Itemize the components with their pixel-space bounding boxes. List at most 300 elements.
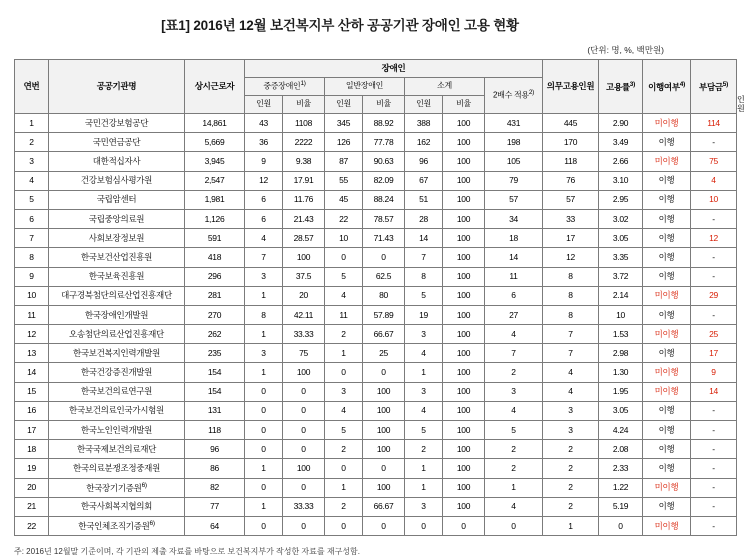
cell-general-ratio-text: 80	[379, 290, 388, 301]
cell-subtotal-count-text: 3	[421, 386, 426, 397]
cell-emp-rate	[599, 344, 643, 363]
cell-double-count-text: 0	[511, 520, 516, 531]
cell-severe-count-text: 43	[259, 117, 268, 128]
cell-org-text: 한국사회복지협의회	[80, 501, 153, 512]
cell-emp-rate-text: 3.02	[612, 213, 629, 224]
cell-emp-rate	[599, 305, 643, 324]
cell-workers	[185, 459, 245, 478]
cell-general-count-text: 2	[341, 443, 346, 454]
cell-subtotal-count	[405, 478, 443, 497]
cell-levy-text: -	[712, 501, 715, 512]
cell-fulfill	[643, 382, 691, 401]
cell-fulfill-text: 미이행	[654, 520, 679, 531]
cell-no	[15, 325, 49, 344]
cell-workers	[185, 229, 245, 248]
cell-subtotal-count-text: 1	[421, 463, 426, 473]
cell-subtotal-count	[405, 382, 443, 401]
cell-emp-rate-text: 3.05	[612, 405, 629, 416]
cell-duty-emp	[543, 209, 599, 228]
cell-general-ratio-text: 66.67	[373, 501, 394, 512]
cell-general-ratio	[363, 114, 405, 133]
cell-general-ratio-text: 100	[376, 386, 391, 397]
cell-double-count-text: 198	[506, 136, 521, 147]
cell-severe-count	[245, 401, 283, 420]
cell-duty-emp-text: 57	[566, 194, 575, 205]
cell-org-text: 국립중앙의료원	[88, 213, 145, 224]
cell-subtotal-count-text: 7	[421, 251, 426, 262]
cell-levy-text: 10	[709, 194, 718, 205]
cell-no-text: 18	[27, 443, 36, 454]
cell-general-count-text: 22	[339, 213, 348, 224]
cell-severe-ratio	[283, 267, 325, 286]
cell-severe-ratio	[283, 497, 325, 516]
cell-levy-text: 114	[707, 117, 720, 128]
cell-subtotal-ratio-text: 100	[456, 213, 471, 224]
cell-fulfill	[643, 286, 691, 305]
cell-emp-rate-text: 0	[618, 520, 623, 531]
cell-duty-emp	[543, 114, 599, 133]
cell-general-count-text: 0	[341, 520, 346, 531]
cell-org-text: 한국건강증진개발원	[80, 367, 153, 378]
cell-general-ratio	[363, 497, 405, 516]
cell-general-ratio	[363, 478, 405, 497]
cell-severe-ratio	[283, 325, 325, 344]
cell-duty-emp-text: 2	[568, 463, 573, 473]
cell-subtotal-ratio-text: 100	[456, 175, 471, 186]
cell-subtotal-ratio-text: 100	[456, 386, 471, 397]
cell-no	[15, 209, 49, 228]
cell-no	[15, 248, 49, 267]
cell-fulfill	[643, 114, 691, 133]
header-general-ratio: 비율	[363, 96, 405, 114]
cell-subtotal-ratio	[443, 190, 485, 209]
cell-levy-text: 14	[709, 386, 718, 397]
cell-severe-count-text: 0	[261, 424, 266, 435]
cell-org	[49, 171, 185, 190]
cell-severe-ratio-text: 100	[296, 367, 311, 378]
cell-levy	[691, 363, 737, 382]
cell-general-ratio-text: 90.63	[373, 156, 394, 166]
cell-workers	[185, 286, 245, 305]
cell-double-count-text: 57	[509, 194, 518, 205]
cell-severe-count	[245, 133, 283, 152]
cell-subtotal-ratio	[443, 401, 485, 420]
header-severe: 중증장애인$^{1)}$	[245, 78, 325, 96]
cell-fulfill-text: 이행	[658, 213, 675, 224]
cell-org	[49, 516, 185, 535]
cell-severe-count-text: 8	[261, 309, 266, 320]
cell-levy	[691, 325, 737, 344]
cell-general-count-text: 0	[341, 367, 346, 378]
cell-no	[15, 497, 49, 516]
cell-org-text: 사회보장정보원	[88, 232, 145, 243]
cell-subtotal-count	[405, 209, 443, 228]
cell-general-count-text: 1	[341, 482, 346, 493]
cell-general-count	[325, 114, 363, 133]
cell-levy	[691, 305, 737, 324]
cell-no	[15, 190, 49, 209]
cell-double-count	[485, 382, 543, 401]
cell-workers-text: 64	[210, 520, 219, 531]
cell-severe-ratio	[283, 171, 325, 190]
cell-org-text: 건강보험심사평가원	[80, 175, 153, 186]
cell-double-count	[485, 133, 543, 152]
cell-severe-count-text: 1	[261, 328, 266, 339]
cell-general-ratio-text: 0	[381, 520, 386, 531]
cell-subtotal-ratio	[443, 152, 485, 171]
cell-workers-text: 235	[207, 347, 222, 358]
cell-subtotal-ratio-text: 100	[456, 424, 471, 435]
cell-severe-count-text: 1	[261, 463, 266, 473]
cell-workers-text: 5,669	[204, 136, 225, 147]
cell-workers-text: 262	[207, 328, 222, 339]
cell-fulfill-text: 이행	[658, 405, 675, 416]
cell-severe-ratio-text: 9.38	[295, 156, 312, 166]
cell-levy	[691, 401, 737, 420]
cell-no-text: 9	[29, 271, 34, 282]
header-general-count: 인원	[325, 96, 363, 114]
cell-no	[15, 440, 49, 459]
cell-general-count	[325, 229, 363, 248]
cell-double-count	[485, 152, 543, 171]
cell-emp-rate	[599, 325, 643, 344]
cell-double-count-text: 5	[511, 424, 516, 435]
table-row	[15, 190, 737, 209]
table-row	[15, 459, 737, 478]
cell-general-count	[325, 344, 363, 363]
cell-levy	[691, 421, 737, 440]
cell-severe-ratio	[283, 133, 325, 152]
cell-no-text: 4	[29, 175, 34, 186]
cell-duty-emp-text: 170	[563, 136, 578, 147]
cell-severe-count-text: 1	[261, 501, 266, 512]
cell-subtotal-count-text: 5	[421, 424, 426, 435]
cell-double-count-text: 105	[506, 156, 521, 166]
cell-general-ratio-text: 57.89	[373, 309, 394, 320]
cell-no	[15, 229, 49, 248]
cell-fulfill-text: 미이행	[654, 117, 679, 128]
cell-severe-ratio	[283, 363, 325, 382]
cell-severe-count	[245, 516, 283, 535]
cell-emp-rate	[599, 382, 643, 401]
cell-levy	[691, 114, 737, 133]
cell-subtotal-count-text: 2	[421, 443, 426, 454]
cell-org	[49, 229, 185, 248]
cell-org	[49, 267, 185, 286]
cell-general-ratio	[363, 516, 405, 535]
cell-severe-count-text: 3	[261, 347, 266, 358]
cell-no	[15, 344, 49, 363]
cell-severe-count	[245, 305, 283, 324]
header-subtotal: 소계	[405, 78, 485, 96]
cell-general-count-text: 4	[341, 290, 346, 301]
cell-org-text: 한국보건산업진흥원	[80, 251, 153, 262]
cell-fulfill	[643, 401, 691, 420]
cell-subtotal-count-text: 3	[421, 501, 426, 512]
cell-no	[15, 401, 49, 420]
cell-subtotal-ratio-text: 100	[456, 405, 471, 416]
cell-levy-text: -	[712, 271, 715, 282]
cell-duty-emp	[543, 190, 599, 209]
cell-subtotal-count-text: 3	[421, 328, 426, 339]
cell-fulfill	[643, 325, 691, 344]
cell-subtotal-ratio	[443, 497, 485, 516]
cell-duty-emp-text: 2	[568, 482, 573, 493]
header-org: 공공기관명	[49, 60, 185, 114]
cell-subtotal-count-text: 4	[421, 347, 426, 358]
cell-workers	[185, 171, 245, 190]
cell-double-count	[485, 267, 543, 286]
cell-fulfill	[643, 516, 691, 535]
table-row	[15, 171, 737, 190]
cell-severe-ratio	[283, 344, 325, 363]
cell-org-sup: 6)	[149, 520, 155, 528]
cell-org-text: 오송첨단의료산업진흥재단	[69, 328, 164, 339]
cell-org-text: 국민연금공단	[92, 136, 141, 147]
cell-workers	[185, 325, 245, 344]
cell-no-text: 3	[29, 156, 34, 166]
cell-org-text: 대구경북첨단의료산업진흥재단	[61, 290, 172, 301]
cell-subtotal-count	[405, 229, 443, 248]
cell-workers-text: 118	[208, 424, 221, 435]
cell-org	[49, 459, 185, 478]
cell-severe-ratio	[283, 114, 325, 133]
cell-org-text: 한국보건의료인국가시험원	[69, 405, 164, 416]
cell-general-count-text: 5	[341, 271, 346, 282]
cell-levy	[691, 209, 737, 228]
cell-subtotal-count-text: 1	[421, 482, 426, 493]
cell-general-ratio-text: 62.5	[375, 271, 392, 282]
cell-workers	[185, 209, 245, 228]
cell-workers-text: 82	[210, 482, 219, 493]
cell-duty-emp	[543, 171, 599, 190]
cell-severe-ratio	[283, 421, 325, 440]
footnote: 주: 2016년 12월말 기준이며, 각 기관의 제출 자료를 바탕으로 보건복지부가 작성한 자료를 재구성함.	[14, 547, 360, 556]
cell-severe-count	[245, 229, 283, 248]
cell-subtotal-count	[405, 114, 443, 133]
cell-double-count	[485, 478, 543, 497]
cell-subtotal-ratio-text: 100	[456, 328, 471, 339]
cell-double-count	[485, 344, 543, 363]
cell-workers	[185, 114, 245, 133]
cell-general-ratio-text: 100	[376, 424, 391, 435]
cell-duty-emp	[543, 133, 599, 152]
cell-severe-count	[245, 440, 283, 459]
cell-severe-ratio-text: 20	[299, 290, 308, 301]
cell-org-text: 한국인체조직기증원	[78, 520, 150, 531]
cell-no-text: 14	[27, 367, 36, 378]
cell-duty-emp-text: 8	[568, 290, 573, 301]
cell-subtotal-count-text: 51	[419, 194, 428, 205]
cell-duty-emp-text: 7	[568, 347, 573, 358]
cell-levy	[691, 190, 737, 209]
cell-levy	[691, 382, 737, 401]
cell-severe-ratio	[283, 286, 325, 305]
cell-subtotal-ratio-text: 100	[456, 482, 471, 493]
cell-double-count	[485, 305, 543, 324]
header-duty-emp: 의무고용인원	[543, 60, 599, 114]
cell-emp-rate	[599, 171, 643, 190]
cell-subtotal-ratio	[443, 209, 485, 228]
cell-subtotal-ratio-text: 100	[456, 290, 471, 301]
cell-org	[49, 325, 185, 344]
cell-general-count	[325, 152, 363, 171]
cell-fulfill	[643, 440, 691, 459]
cell-general-count	[325, 497, 363, 516]
cell-levy-text: -	[712, 213, 715, 224]
cell-no-text: 15	[27, 386, 36, 397]
cell-emp-rate	[599, 497, 643, 516]
cell-no-text: 7	[29, 232, 34, 243]
cell-levy-text: 12	[709, 232, 718, 243]
cell-emp-rate	[599, 190, 643, 209]
cell-workers-text: 1,126	[204, 213, 225, 224]
employment-table	[14, 59, 744, 536]
cell-double-count-text: 2	[511, 443, 516, 454]
cell-subtotal-count-text: 96	[419, 156, 428, 166]
cell-no-text: 19	[27, 463, 36, 473]
cell-general-count	[325, 440, 363, 459]
cell-workers	[185, 133, 245, 152]
cell-emp-rate-text: 1.95	[612, 386, 629, 397]
table-row	[15, 421, 737, 440]
cell-subtotal-ratio	[443, 421, 485, 440]
cell-org-text: 대한적십자사	[92, 156, 141, 166]
cell-duty-emp	[543, 248, 599, 267]
cell-duty-emp-text: 445	[563, 117, 578, 128]
cell-general-count-text: 45	[339, 194, 348, 205]
cell-levy-text: -	[712, 424, 715, 435]
cell-subtotal-ratio	[443, 267, 485, 286]
cell-emp-rate-text: 1.30	[612, 367, 629, 378]
cell-severe-count	[245, 344, 283, 363]
header-disabled-group: 장애인	[245, 60, 543, 78]
cell-org-text: 한국장기기증원	[86, 482, 142, 493]
cell-fulfill-text: 이행	[658, 251, 675, 262]
cell-no-text: 8	[29, 251, 34, 262]
cell-no	[15, 516, 49, 535]
cell-subtotal-count	[405, 497, 443, 516]
cell-workers	[185, 344, 245, 363]
cell-emp-rate	[599, 114, 643, 133]
cell-general-ratio-text: 25	[379, 347, 388, 358]
cell-severe-count	[245, 114, 283, 133]
cell-general-count	[325, 248, 363, 267]
cell-emp-rate	[599, 267, 643, 286]
cell-general-count-text: 2	[341, 501, 346, 512]
cell-workers-text: 86	[210, 463, 219, 473]
cell-double-count-text: 4	[511, 501, 516, 512]
cell-general-count	[325, 478, 363, 497]
cell-emp-rate	[599, 229, 643, 248]
cell-subtotal-count-text: 388	[416, 117, 431, 128]
cell-levy-text: 17	[709, 347, 718, 358]
cell-duty-emp-text: 2	[568, 501, 573, 512]
cell-emp-rate	[599, 421, 643, 440]
cell-subtotal-ratio-text: 100	[456, 251, 471, 262]
table-row	[15, 382, 737, 401]
cell-double-count	[485, 114, 543, 133]
cell-severe-ratio-text: 0	[301, 424, 306, 435]
cell-no-text: 16	[27, 405, 36, 416]
cell-duty-emp	[543, 382, 599, 401]
cell-workers-text: 270	[207, 309, 222, 320]
cell-severe-ratio-text: 33.33	[293, 501, 314, 512]
cell-subtotal-count	[405, 459, 443, 478]
cell-subtotal-count	[405, 401, 443, 420]
cell-fulfill	[643, 305, 691, 324]
table-row	[15, 229, 737, 248]
cell-general-ratio	[363, 459, 405, 478]
cell-severe-ratio	[283, 248, 325, 267]
cell-severe-count	[245, 286, 283, 305]
cell-fulfill	[643, 248, 691, 267]
cell-emp-rate	[599, 286, 643, 305]
cell-double-count	[485, 401, 543, 420]
cell-double-count-text: 7	[511, 347, 516, 358]
cell-double-count-text: 4	[511, 328, 516, 339]
cell-general-count	[325, 363, 363, 382]
cell-subtotal-ratio	[443, 248, 485, 267]
cell-fulfill-text: 이행	[658, 175, 675, 186]
cell-no-text: 20	[27, 482, 36, 493]
cell-duty-emp-text: 3	[568, 424, 573, 435]
cell-org	[49, 401, 185, 420]
cell-double-count	[485, 325, 543, 344]
header-general: 일반장애인	[325, 78, 405, 96]
cell-double-count-text: 14	[509, 251, 518, 262]
cell-subtotal-ratio	[443, 440, 485, 459]
cell-severe-ratio	[283, 152, 325, 171]
cell-double-count-text: 11	[509, 271, 518, 282]
cell-no-text: 22	[27, 520, 36, 531]
cell-no-text: 5	[29, 194, 34, 205]
cell-fulfill-text: 이행	[658, 501, 675, 512]
cell-workers-text: 591	[207, 232, 222, 243]
cell-general-ratio-text: 0	[381, 251, 386, 262]
cell-duty-emp-text: 3	[568, 405, 573, 416]
cell-emp-rate-text: 3.10	[612, 175, 629, 186]
cell-emp-rate-text: 2.33	[612, 463, 629, 473]
cell-subtotal-ratio	[443, 459, 485, 478]
cell-double-count	[485, 516, 543, 535]
cell-subtotal-count	[405, 516, 443, 535]
cell-workers	[185, 363, 245, 382]
cell-severe-count-text: 0	[261, 443, 266, 454]
cell-duty-emp	[543, 478, 599, 497]
cell-duty-emp-text: 17	[566, 232, 575, 243]
cell-levy-text: -	[712, 463, 715, 473]
cell-fulfill-text: 이행	[658, 443, 675, 454]
cell-workers-text: 281	[207, 290, 222, 301]
cell-levy-text: -	[712, 251, 715, 262]
cell-duty-emp-text: 12	[566, 251, 575, 262]
cell-fulfill-text: 미이행	[654, 156, 679, 166]
cell-general-ratio-text: 88.24	[373, 194, 394, 205]
cell-subtotal-count-text: 162	[416, 136, 431, 147]
cell-no	[15, 114, 49, 133]
cell-general-ratio	[363, 229, 405, 248]
cell-general-ratio	[363, 171, 405, 190]
cell-general-ratio	[363, 344, 405, 363]
cell-subtotal-ratio-text: 100	[456, 136, 471, 147]
cell-fulfill-text: 이행	[658, 271, 675, 282]
cell-double-count-text: 431	[506, 117, 521, 128]
cell-general-count	[325, 325, 363, 344]
cell-subtotal-ratio	[443, 325, 485, 344]
cell-severe-ratio-text: 17.91	[293, 175, 314, 186]
cell-severe-count-text: 0	[261, 520, 266, 531]
